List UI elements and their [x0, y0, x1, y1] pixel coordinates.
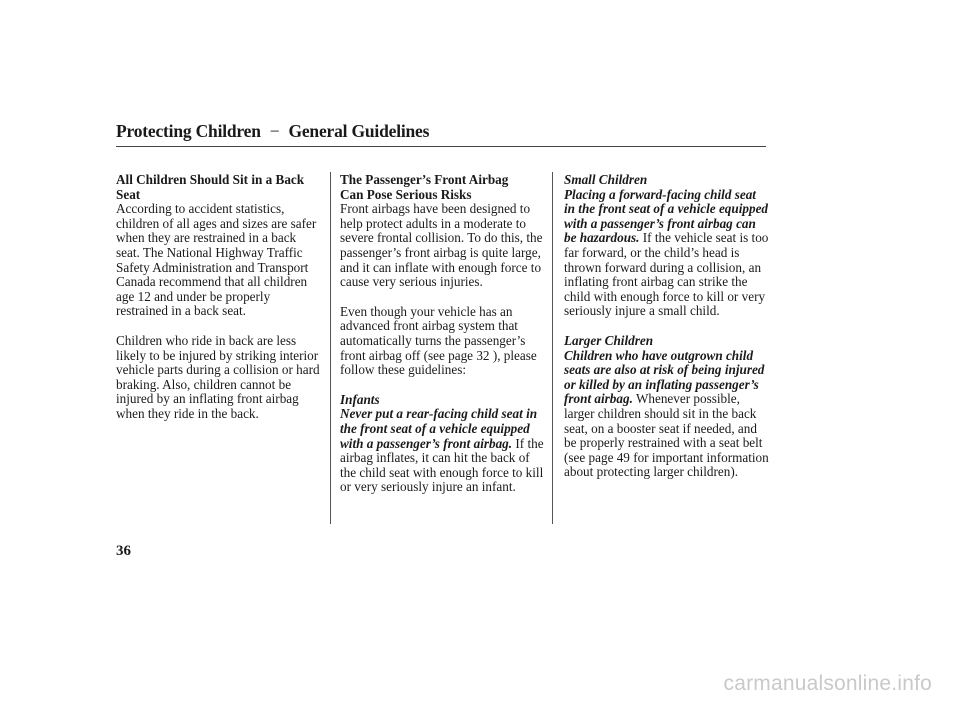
back-seat-heading — [116, 173, 321, 202]
column-divider-2 — [552, 172, 553, 524]
airbag-risks-paragraph-1: Front airbags have been designed to help protect adults in a moderate to severe frontal collision. To do this, the passenger’s front airbag is quite large, and it can inflate with enough force to cause very serious injuries. — [340, 201, 543, 290]
column-children-guidelines — [564, 173, 769, 495]
larger-children-warning: Children who have outgrown child seats are also at risk of being injured or killed by an inflating passenger’s front airbag. — [564, 347, 765, 407]
airbag-risks-heading-line1: The Passenger’s Front Airbag — [340, 172, 509, 187]
page-title: General Guidelines — [288, 121, 430, 141]
infants-warning: Never put a rear-facing child seat in the front seat of a vehicle equipped with a passenger’s front airbag. — [340, 406, 538, 451]
column-airbag-risks — [340, 173, 545, 510]
back-seat-heading-line2: Seat — [116, 186, 141, 202]
larger-children-paragraph — [564, 349, 769, 480]
small-children-paragraph — [564, 188, 769, 319]
larger-children-text: Whenever possible, larger children should sit in the back seat, on a booster seat if needed, and be properly restrained with a seat belt (see page 49 for important information about protecting larger children). — [564, 391, 769, 480]
airbag-risks-heading — [340, 173, 545, 202]
column-back-seat — [116, 173, 321, 437]
airbag-risks-heading-line2: Can Pose Serious Risks — [340, 186, 472, 202]
airbag-risks-paragraph-2: Even though your vehicle has an advanced front airbag system that automatically turns the passenger’s front airbag off (see page 32 ), please follow these guidelines: — [340, 303, 537, 378]
page-header — [116, 121, 429, 142]
back-seat-paragraph-1: According to accident statistics, children of all ages and sizes are safer when they are restrained in a back seat. The National Highway Traffic Safety Administration and Transport Canada recommend that all children age 12 and under be properly restrained in a back seat. — [116, 201, 317, 319]
watermark: carmanualsonline.info — [723, 672, 932, 695]
column-divider-1 — [330, 172, 331, 524]
small-children-warning: Placing a forward-facing child seat in the front seat of a vehicle equipped with a passenger’s front airbag can be hazardous. — [564, 186, 769, 246]
section-title: Protecting Children — [116, 121, 261, 141]
page-number: 36 — [116, 543, 131, 559]
back-seat-paragraph-2: Children who ride in back are less likely to be injured by striking interior vehicle parts during a collision or hard braking. Also, children cannot be injured by an inflating front airbag when they ride in the back. — [116, 332, 320, 421]
infants-text: If the airbag inflates, it can hit the back of the child seat with enough force to kill or very seriously injure an infant. — [340, 435, 544, 495]
header-rule — [116, 146, 766, 147]
small-children-subheading: Small Children — [564, 172, 648, 187]
larger-children-subheading: Larger Children — [564, 332, 654, 348]
back-seat-heading-line1: All Children Should Sit in a Back — [116, 172, 305, 187]
small-children-text: If the vehicle seat is too far forward, or the child’s head is thrown forward during a collision, an inflating front airbag can strike the child with enough force to kill or very seriously injure a small child. — [564, 230, 769, 319]
header-dash: − — [269, 121, 280, 141]
infants-subheading: Infants — [340, 391, 380, 407]
infants-paragraph — [340, 407, 545, 495]
